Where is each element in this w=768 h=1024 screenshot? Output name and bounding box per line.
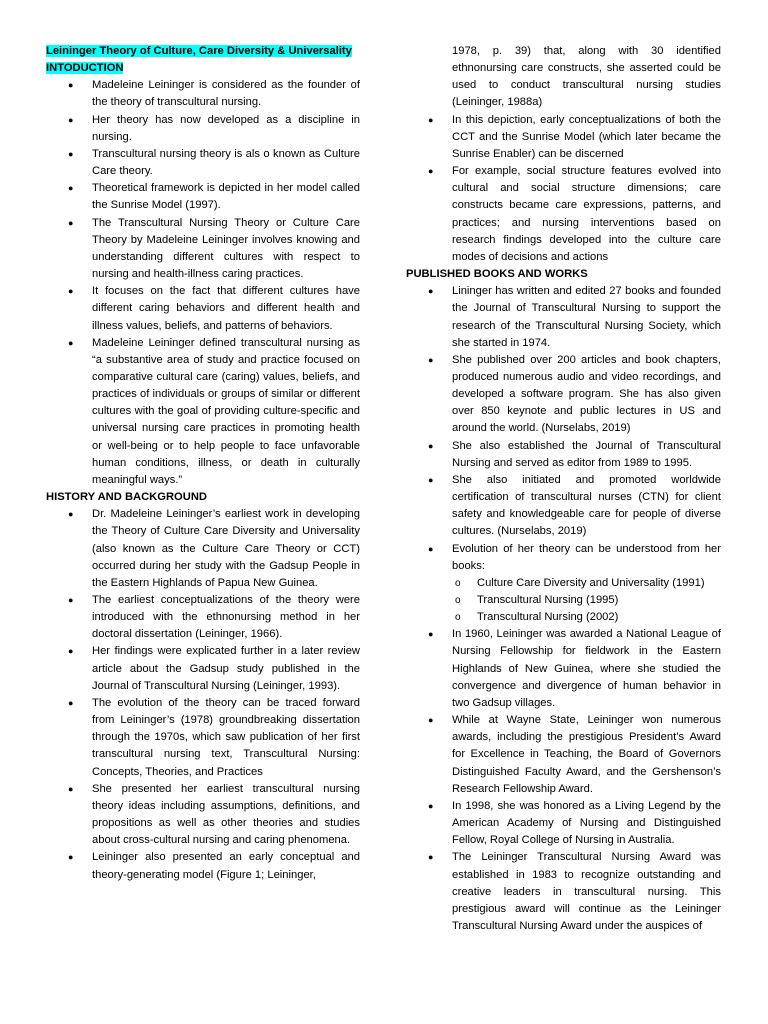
list-item: ● Evolution of her theory can be understood from her books: xyxy=(428,542,721,572)
list-item: ● The Leininger Transcultural Nursing Award was established in 1983 to recognize outstanding and creative leaders in transcultural nursing. This prestigious award will continue as the Leininger Transcultural Nursing Award under the auspices of xyxy=(428,851,721,932)
history-list xyxy=(46,506,360,883)
list-item: ● Dr. Madeleine Leininger’s earliest work in developing the Theory of Culture Care Diversity and Universality (also known as the Culture Care Theory or CCT) occurred during her study with the Gadsup People in the Eastern Highlands of Papua New Guinea. xyxy=(68,508,360,589)
bullet-icon: ● xyxy=(428,715,434,726)
bullet-icon: ● xyxy=(68,114,74,125)
list-item: ● It focuses on the fact that different cultures have different caring behaviors and different health and illness values, beliefs, and patterns of behaviors. xyxy=(68,285,360,332)
bullet-icon: ● xyxy=(428,166,434,177)
list-item: ● For example, social structure features evolved into cultural and social structure dimensions; care constructs became care expressions, patterns, and practices; and nursing interventions based on research findings developed into the culture care modes of decisions and actions xyxy=(428,165,721,263)
list-item: ● In 1960, Leininger was awarded a National League of Nursing Fellowship for fieldwork in the Eastern Highlands of New Guinea, where she studied the convergence and divergence of human behavior in two Gadsup villages. xyxy=(428,628,721,709)
bullet-icon: ● xyxy=(68,783,74,794)
bullet-icon: ● xyxy=(428,114,434,125)
introduction-heading: INTODUCTION xyxy=(46,62,124,75)
document-title: Leininger Theory of Culture, Care Diversity & Universality xyxy=(46,45,352,57)
list-item: ● In this depiction, early conceptualizations of both the CCT and the Sunrise Model (which later became the Sunrise Enabler) can be discerned xyxy=(428,113,721,160)
bullet-icon: ● xyxy=(68,148,74,159)
books-heading: PUBLISHED BOOKS AND WORKS xyxy=(406,268,588,281)
list-item: ● The Transcultural Nursing Theory or Culture Care Theory by Madeleine Leininger involves knowing and understanding different cultures with respect to nursing and health-illness caring practices. xyxy=(68,216,360,281)
bullet-icon: ● xyxy=(428,629,434,640)
list-item: ● Theoretical framework is depicted in her model called the Sunrise Model (1997). xyxy=(68,182,360,212)
list-item: ● Her theory has now developed as a discipline in nursing. xyxy=(68,113,360,143)
bullet-icon: ● xyxy=(428,800,434,811)
bullet-icon: ● xyxy=(428,474,434,485)
list-item: ● Madeleine Leininger is considered as the founder of the theory of transcultural nursing. xyxy=(68,79,360,109)
sub-list-item: o Culture Care Diversity and Universality (1991) xyxy=(406,575,721,592)
bullet-icon: ● xyxy=(428,543,434,554)
list-item: ● She published over 200 articles and book chapters, produced numerous audio and video recordings, and developed a software program. She has also given over 850 keynote and public lectures in US and around the world. (Nurselabs, 2019) xyxy=(428,353,721,435)
list-item: ● The evolution of the theory can be traced forward from Leininger’s (1978) groundbreaking dissertation through the 1970s, which saw publication of her first transcultural nursing text, Transcultural Nursing: Concepts, Theories, and Practices xyxy=(68,696,360,778)
bullet-icon: ● xyxy=(68,509,74,520)
right-column xyxy=(406,43,721,935)
list-item: ● The earliest conceptualizations of the theory were introduced with the ethnonursing method in her doctoral dissertation (Leininger, 1966). xyxy=(68,594,360,641)
left-column xyxy=(46,43,360,884)
circle-bullet-icon: o xyxy=(455,612,461,624)
list-item: ● Transcultural nursing theory is als o known as Culture Care theory. xyxy=(68,147,360,178)
circle-bullet-icon: o xyxy=(455,577,461,589)
list-item: ● Her findings were explicated further in a later review article about the Gadsup study published in the Journal of Transcultural Nursing (Leininger, 1993). xyxy=(68,645,360,692)
bullet-icon: ● xyxy=(68,183,74,194)
list-item: ● While at Wayne State, Leininger won numerous awards, including the prestigious President’s Award for Excellence in Teaching, the Board of Governors Distinguished Faculty Award, and the Gershenson’s Research Fellowship Award. xyxy=(428,714,721,795)
list-item: ● Madeleine Leininger defined transcultural nursing as “a substantive area of study and practice focused on comparative cultural care (caring) values, beliefs, and practices of individuals or groups of similar or different cultures with the goal of providing culture-specific and universal nursing care practices in promoting health or well-being or to help people to face unfavorable human conditions, illness, or death in culturally meaningful ways.” xyxy=(68,336,360,486)
list-item: ● Leininger also presented an early conceptual and theory-generating model (Figure 1; Leininger, xyxy=(68,851,360,881)
bullet-icon: ● xyxy=(428,354,434,365)
list-item: ● Lininger has written and edited 27 books and founded the Journal of Transcultural Nursing to support the research of the Transcultural Nursing Society, which she started in 1974. xyxy=(428,285,721,349)
list-item: ● She also established the Journal of Transcultural Nursing and served as editor from 1989 to 1995. xyxy=(428,439,721,469)
list-item: ● She also initiated and promoted worldwide certification of transcultural nurses (CTN) for client safety and knowledgeable care for people of diverse cultures. (Nurselabs, 2019) xyxy=(428,473,721,538)
bullet-icon: ● xyxy=(68,646,74,657)
bullet-icon: ● xyxy=(428,440,434,451)
introduction-list xyxy=(46,77,360,489)
bullet-icon: ● xyxy=(68,286,74,297)
sub-list-item: o Transcultural Nursing (1995) xyxy=(406,592,721,609)
bullet-icon: ● xyxy=(428,852,434,863)
sub-list-item: o Transcultural Nursing (2002) xyxy=(406,609,721,626)
bullet-icon: ● xyxy=(68,217,74,228)
circle-bullet-icon: o xyxy=(455,595,461,606)
bullet-icon: ● xyxy=(68,852,74,863)
history-list-continued xyxy=(406,112,721,266)
continued-paragraph: 1978, p. 39) that, along with 30 identified ethnonursing care constructs, she asserted could be used to conduct transcultural nursing studies (Leininger, 1988a) xyxy=(452,45,721,109)
list-item: ● In 1998, she was honored as a Living Legend by the American Academy of Nursing and Distinguished Fellow, Royal College of Nursing in Australia. xyxy=(428,799,721,847)
bullet-icon: ● xyxy=(68,337,74,348)
books-list xyxy=(406,283,721,935)
list-item: ● She presented her earliest transcultural nursing theory ideas including assumptions, definitions, and propositions as well as other theories and studies about cross-cultural nursing and caring phenomena. xyxy=(68,782,360,847)
bullet-icon: ● xyxy=(68,595,74,605)
bullet-icon: ● xyxy=(68,80,74,91)
bullet-icon: ● xyxy=(68,697,74,708)
bullet-icon: ● xyxy=(428,286,434,297)
history-heading: HISTORY AND BACKGROUND xyxy=(46,491,207,504)
